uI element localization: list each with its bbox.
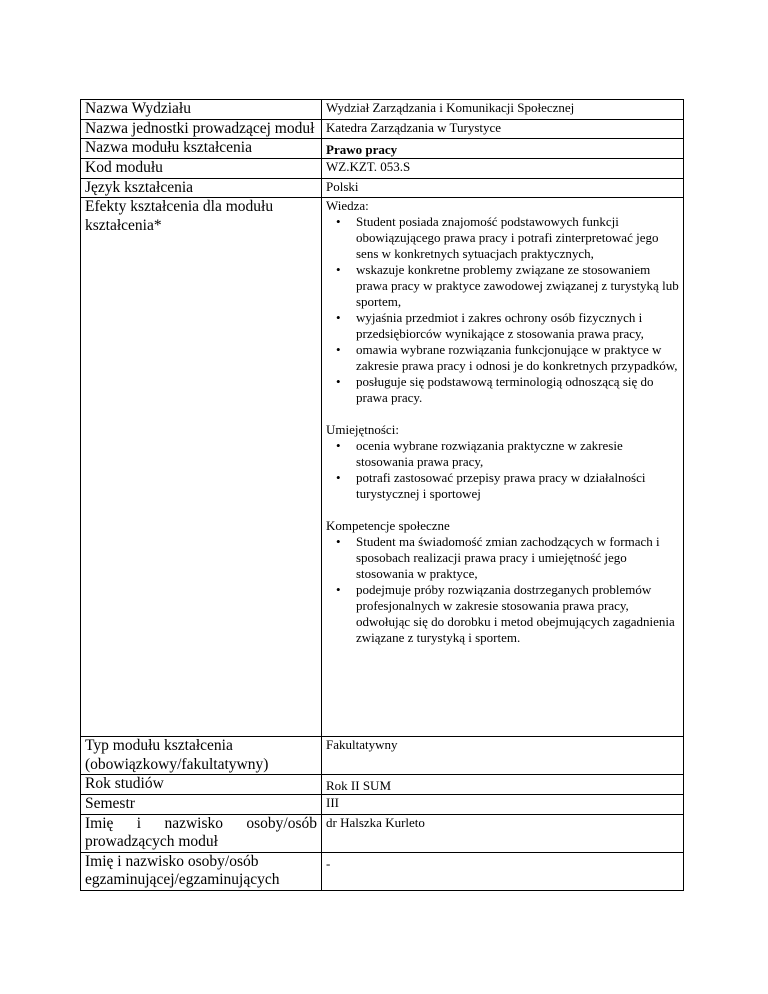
examiner-value: - <box>322 852 684 890</box>
module-code-value: WZ.KZT. 053.S <box>322 159 684 179</box>
skills-item: • ocenia wybrane rozwiązania praktyczne w zakresie stosowania prawa pracy, <box>356 438 679 470</box>
knowledge-item: • wyjaśnia przedmiot i zakres ochrony osób fizycznych i przedsiębiorców wynikające z stosowania prawa pracy, <box>356 310 679 342</box>
row-module-code <box>81 159 684 179</box>
social-title: Kompetencje społeczne <box>326 518 450 533</box>
language-label: Język kształcenia <box>81 178 322 198</box>
skills-title: Umiejętności: <box>326 422 399 437</box>
module-type-value: Fakultatywny <box>322 737 684 775</box>
skills-item: • potrafi zastosować przepisy prawa pracy w działalności turystycznej i sportowej <box>356 470 679 502</box>
module-code-label: Kod modułu <box>81 159 322 179</box>
row-module-name <box>81 139 684 159</box>
lecturer-value: dr Halszka Kurleto <box>322 814 684 852</box>
study-year-value: Rok II SUM <box>322 775 684 795</box>
knowledge-title: Wiedza: <box>326 198 369 213</box>
row-examiner <box>81 852 684 890</box>
study-year-label: Rok studiów <box>81 775 322 795</box>
row-study-year <box>81 775 684 795</box>
course-info-table <box>80 99 684 891</box>
skills-list <box>326 438 679 502</box>
semester-label: Semestr <box>81 795 322 815</box>
social-list <box>326 534 679 646</box>
examiner-label: Imię i nazwisko osoby/osób egzaminującej/egzaminujących <box>81 852 322 890</box>
knowledge-list <box>326 214 679 406</box>
semester-value: III <box>322 795 684 815</box>
row-semester <box>81 795 684 815</box>
unit-label: Nazwa jednostki prowadzącej moduł <box>81 119 322 139</box>
faculty-value: Wydział Zarządzania i Komunikacji Społecznej <box>322 100 684 120</box>
knowledge-item: • posługuje się podstawową terminologią odnoszącą się do prawa pracy. <box>356 374 679 406</box>
lecturer-label: Imię i nazwisko osoby/osób prowadzących moduł <box>81 814 322 852</box>
module-name-label: Nazwa modułu kształcenia <box>81 139 322 159</box>
faculty-label: Nazwa Wydziału <box>81 100 322 120</box>
module-type-label: Typ modułu kształcenia (obowiązkowy/fakultatywny) <box>81 737 322 775</box>
effects-value <box>322 198 684 737</box>
module-name-value: Prawo pracy <box>322 139 684 159</box>
knowledge-item: • omawia wybrane rozwiązania funkcjonujące w praktyce w zakresie prawa pracy i odnosi je do konkretnych przypadków, <box>356 342 679 374</box>
row-faculty <box>81 100 684 120</box>
knowledge-item: • Student posiada znajomość podstawowych funkcji obowiązującego prawa pracy i potrafi zinterpretować jego sens w konkretnych sytuacjach praktycznych, <box>356 214 679 262</box>
row-effects <box>81 198 684 737</box>
language-value: Polski <box>322 178 684 198</box>
unit-value: Katedra Zarządzania w Turystyce <box>322 119 684 139</box>
row-lecturer <box>81 814 684 852</box>
social-item: • Student ma świadomość zmian zachodzących w formach i sposobach realizacji prawa pracy i umiejętność jego stosowania w praktyce, <box>356 534 679 582</box>
social-item: • podejmuje próby rozwiązania dostrzeganych problemów profesjonalnych w zakresie stosowania prawa pracy, odwołując się do dorobku i metod obejmujących zagadnienia związane z turystyką i sportem. <box>356 582 679 646</box>
row-module-type <box>81 737 684 775</box>
knowledge-item: • wskazuje konkretne problemy związane ze stosowaniem prawa pracy w praktyce zawodowej związanej z turystyką lub sportem, <box>356 262 679 310</box>
row-language <box>81 178 684 198</box>
effects-label: Efekty kształcenia dla modułu kształcenia* <box>81 198 322 737</box>
row-unit <box>81 119 684 139</box>
